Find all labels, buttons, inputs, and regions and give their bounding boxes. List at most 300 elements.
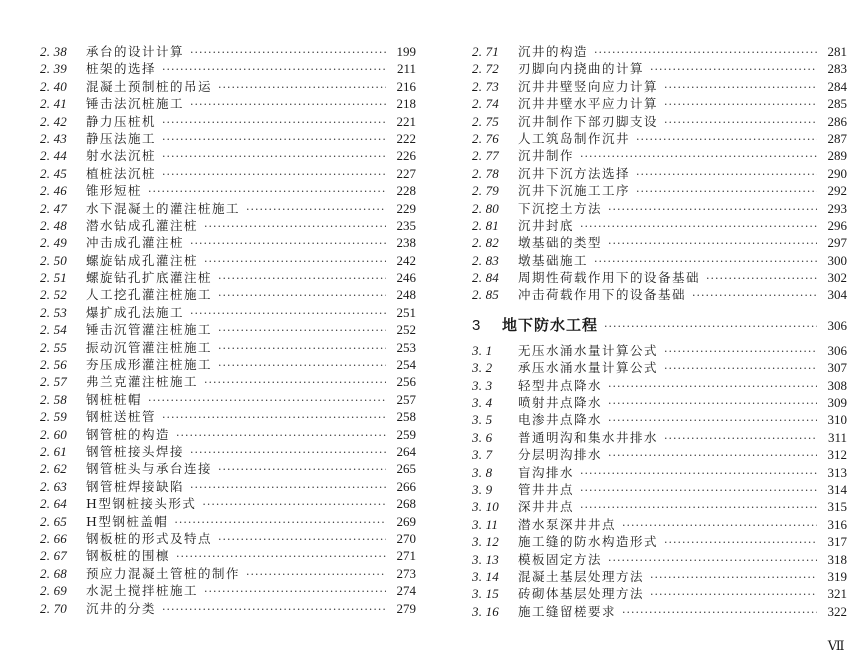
leader-dots [664,430,817,447]
entry-page: 292 [827,183,847,199]
toc-entry[interactable] [40,95,416,112]
entry-number: 2. 69 [40,583,67,599]
toc-entry[interactable] [472,516,847,533]
leader-dots [650,61,817,78]
entry-number: 3. 8 [472,464,493,480]
entry-title: 分层明沟排水 [518,447,603,463]
toc-entry[interactable] [472,464,847,481]
entry-number: 2. 55 [40,339,67,355]
entry-page: 211 [396,61,416,77]
entry-title: 锥形短桩 [86,183,143,199]
entry-number: 2. 41 [40,96,67,112]
leader-dots [664,534,817,551]
entry-page: 273 [396,565,416,581]
leader-dots [174,514,386,531]
leader-dots [636,131,817,148]
leader-dots [218,270,386,287]
toc-entry[interactable] [40,147,416,164]
entry-number: 2. 48 [40,217,67,233]
entry-page: 281 [827,44,847,59]
entry-title: 施工缝的防水构造形式 [518,534,659,550]
entry-number: 3. 15 [472,586,499,602]
entry-page: 285 [827,96,847,112]
leader-dots [148,183,386,200]
entry-number: 3. 10 [472,499,499,515]
entry-page: 270 [396,530,416,546]
toc-entry[interactable] [40,408,416,425]
entry-title: 静压法施工 [86,130,157,146]
entry-number: 2. 66 [40,530,67,546]
leader-dots [218,340,386,357]
page-number: Ⅶ [827,638,845,653]
entry-title: 施工缝留槎要求 [518,603,617,619]
entry-page: 313 [827,464,847,480]
toc-entry[interactable] [40,60,416,77]
entry-page: 228 [396,183,416,199]
toc-entry[interactable] [40,43,416,60]
entry-number: 3. 6 [472,429,493,445]
toc-entry[interactable] [472,446,847,463]
toc-entry[interactable] [40,269,416,286]
entry-number: 2. 49 [40,235,67,251]
entry-number: 2. 59 [40,409,67,425]
entry-page: 268 [396,496,416,512]
toc-entry[interactable] [472,429,847,446]
toc-right-column [472,43,847,620]
leader-dots [580,482,817,499]
toc-entry[interactable] [472,130,847,147]
toc-right-section-2 [472,43,847,304]
toc-entry[interactable] [40,478,416,495]
entry-number: 3. 1 [472,342,493,358]
entry-number: 2. 71 [472,44,499,59]
entry-title: 夯压成形灌注桩施工 [86,357,213,373]
leader-dots [190,235,386,252]
entry-number: 2. 61 [40,443,67,459]
toc-entry[interactable] [472,411,847,428]
entry-number: 2. 78 [472,165,499,181]
leader-dots [650,569,817,586]
entry-title: 钢板桩的形式及特点 [86,530,213,546]
toc-entry[interactable] [472,286,847,303]
entry-title: 弗兰克灌注桩施工 [86,374,199,390]
toc-entry[interactable] [472,78,847,95]
entry-title: 预应力混凝土管桩的制作 [86,565,241,581]
entry-page: 227 [396,165,416,181]
toc-entry[interactable] [472,95,847,112]
entry-page: 252 [396,322,416,338]
entry-number: 2. 52 [40,287,67,303]
entry-number: 3. 11 [472,516,499,532]
leader-dots [204,253,386,270]
leader-dots [190,444,386,461]
leader-dots [580,499,817,516]
leader-dots [664,343,817,360]
entry-number: 2. 81 [472,217,499,233]
leader-dots [664,79,817,96]
entry-number: 2. 63 [40,478,67,494]
toc-entry[interactable] [472,585,847,602]
leader-dots [162,148,386,165]
leader-dots [608,412,817,429]
chapter-title: 地下防水工程 [502,315,599,334]
entry-page: 264 [396,443,416,459]
toc-entry[interactable] [472,113,847,130]
entry-page: 284 [827,78,847,94]
leader-dots [608,378,817,395]
entry-number: 2. 83 [472,252,499,268]
entry-page: 259 [396,426,416,442]
leader-dots [218,79,386,96]
entry-page: 290 [827,165,847,181]
leader-dots [202,496,386,513]
leader-dots [608,552,817,569]
entry-number: 2. 46 [40,183,67,199]
toc-entry[interactable] [40,547,416,564]
entry-number: 2. 58 [40,391,67,407]
leader-dots [692,287,817,304]
entry-page: 248 [396,287,416,303]
entry-page: 251 [396,304,416,320]
entry-page: 307 [827,360,847,376]
leader-dots [580,465,817,482]
leader-dots [218,461,386,478]
leader-dots [580,148,817,165]
entry-page: 242 [396,252,416,268]
entry-page: 199 [396,44,416,59]
entry-number: 2. 65 [40,513,67,529]
entry-title: 沉井的分类 [86,600,157,616]
entry-title: 钢管桩焊接缺陷 [86,478,185,494]
entry-number: 2. 45 [40,165,67,181]
entry-page: 253 [396,339,416,355]
leader-dots [218,531,386,548]
leader-dots [246,201,386,218]
leader-dots [218,287,386,304]
entry-number: 2. 38 [40,44,67,59]
leader-dots [706,270,817,287]
entry-title: 刃脚向内挠曲的计算 [518,61,645,77]
toc-left-column [40,43,416,617]
entry-title: 承台的设计计算 [86,44,185,59]
entry-page: 308 [827,377,847,393]
entry-title: 盲沟排水 [518,464,575,480]
entry-page: 306 [827,342,847,358]
entry-number: 2. 80 [472,200,499,216]
toc-entry[interactable] [40,200,416,217]
toc-entry[interactable] [472,394,847,411]
entry-title: 沉井的构造 [518,44,589,59]
entry-page: 322 [827,603,847,619]
leader-dots [664,96,817,113]
entry-number: 2. 79 [472,183,499,199]
toc-entry[interactable] [40,234,416,251]
leader-dots [608,201,817,218]
entry-title: 砖砌体基层处理方法 [518,586,645,602]
entry-number: 3. 5 [472,412,493,428]
chapter-page: 306 [827,317,847,333]
entry-page: 293 [827,200,847,216]
leader-dots [176,548,386,565]
entry-title: 钢桩送桩管 [86,409,157,425]
entry-title: 喷射井点降水 [518,395,603,411]
toc-entry[interactable] [472,43,847,60]
entry-title: 下沉挖土方法 [518,200,603,216]
toc-entry[interactable] [472,377,847,394]
leader-dots [218,357,386,374]
entry-number: 2. 62 [40,461,67,477]
entry-title: 振动沉管灌注桩施工 [86,339,213,355]
entry-title: 电渗井点降水 [518,412,603,428]
leader-dots [622,604,817,621]
entry-number: 2. 64 [40,496,67,512]
leader-dots [608,395,817,412]
entry-number: 3. 12 [472,534,499,550]
toc-entry[interactable] [40,130,416,147]
entry-title: 沉井井壁水平应力计算 [518,96,659,112]
toc-entry[interactable] [472,165,847,182]
entry-page: 309 [827,395,847,411]
entry-page: 221 [396,113,416,129]
entry-number: 2. 56 [40,357,67,373]
toc-entry[interactable] [40,495,416,512]
entry-page: 258 [396,409,416,425]
toc-entry[interactable] [40,286,416,303]
leader-dots [636,183,817,200]
entry-number: 2. 43 [40,130,67,146]
toc-entry[interactable] [40,565,416,582]
toc-right-section-3 [472,342,847,620]
toc-entry[interactable] [40,443,416,460]
leader-dots [204,218,386,235]
entry-number: 2. 40 [40,78,67,94]
toc-entry[interactable] [40,530,416,547]
entry-page: 222 [396,130,416,146]
entry-number: 2. 57 [40,374,67,390]
entry-title: 承压水涌水量计算公式 [518,360,659,376]
leader-dots [608,235,817,252]
toc-entry[interactable] [40,304,416,321]
entry-page: 317 [827,534,847,550]
entry-number: 2. 82 [472,235,499,251]
toc-entry[interactable] [40,252,416,269]
leader-dots [162,409,386,426]
entry-page: 229 [396,200,416,216]
entry-title: 普通明沟和集水井排水 [518,429,659,445]
entry-page: 274 [396,583,416,599]
toc-entry[interactable] [40,113,416,130]
entry-page: 289 [827,148,847,164]
entry-title: 锤击法沉桩施工 [86,96,185,112]
entry-page: 300 [827,252,847,268]
entry-title: 钢板桩的围檩 [86,548,171,564]
entry-title: 混凝土基层处理方法 [518,568,645,584]
entry-page: 279 [396,600,416,616]
toc-entry[interactable] [472,359,847,376]
toc-entry[interactable] [472,60,847,77]
entry-title: 潜水泵深井井点 [518,516,617,532]
toc-entry[interactable] [472,252,847,269]
entry-number: 3. 3 [472,377,493,393]
toc-entry[interactable] [472,498,847,515]
entry-page: 318 [827,551,847,567]
toc-entry[interactable] [40,391,416,408]
entry-page: 321 [827,586,847,602]
entry-page: 246 [396,270,416,286]
toc-entry[interactable] [472,342,847,359]
toc-entry[interactable] [40,321,416,338]
entry-page: 310 [827,412,847,428]
entry-title: 沉井下沉施工工序 [518,183,631,199]
leader-dots [190,96,386,113]
entry-number: 2. 50 [40,252,67,268]
leader-dots [162,601,386,618]
entry-number: 3. 9 [472,481,493,497]
entry-number: 2. 44 [40,148,67,164]
entry-title: 钢管桩接头焊接 [86,443,185,459]
entry-page: 266 [396,478,416,494]
entry-title: 桩架的选择 [86,61,157,77]
entry-page: 216 [396,78,416,94]
entry-number: 2. 67 [40,548,67,564]
chapter-number: 3 [472,316,481,334]
toc-entry[interactable] [472,217,847,234]
entry-title: 水下混凝土的灌注桩施工 [86,200,241,216]
entry-page: 312 [827,447,847,463]
leader-dots [176,427,386,444]
entry-title: 沉井制作 [518,148,575,164]
entry-page: 311 [827,429,847,445]
entry-page: 265 [396,461,416,477]
toc-entry[interactable] [40,582,416,599]
entry-number: 3. 7 [472,447,493,463]
entry-page: 302 [827,270,847,286]
entry-page: 315 [827,499,847,515]
entry-number: 2. 60 [40,426,67,442]
entry-page: 254 [396,357,416,373]
toc-entry[interactable] [40,373,416,390]
entry-title: 潜水钻成孔灌注桩 [86,217,199,233]
entry-page: 218 [396,96,416,112]
toc-entry[interactable] [472,551,847,568]
entry-title: 植桩法沉桩 [86,165,157,181]
entry-page: 297 [827,235,847,251]
leader-dots [190,479,386,496]
toc-entry[interactable] [40,78,416,95]
toc-entry[interactable] [472,533,847,550]
entry-title: 静力压桩机 [86,113,157,129]
leader-dots [148,392,386,409]
entry-title: H型钢桩盖帽 [86,513,169,529]
entry-page: 271 [396,548,416,564]
entry-number: 2. 73 [472,78,499,94]
entry-number: 2. 77 [472,148,499,164]
entry-number: 3. 2 [472,360,493,376]
entry-page: 319 [827,568,847,584]
toc-entry[interactable] [40,600,416,617]
entry-title: 沉井制作下部刃脚支设 [518,113,659,129]
entry-number: 2. 76 [472,130,499,146]
toc-entry[interactable] [40,426,416,443]
toc-entry[interactable] [472,147,847,164]
entry-title: 管井井点 [518,481,575,497]
entry-title: 人工挖孔灌注桩施工 [86,287,213,303]
leader-dots [204,374,386,391]
entry-number: 2. 85 [472,287,499,303]
entry-title: 冲击荷载作用下的设备基础 [518,287,687,303]
leader-dots [162,61,386,78]
toc-entry[interactable] [40,356,416,373]
entry-number: 2. 70 [40,600,67,616]
entry-number: 2. 39 [40,61,67,77]
entry-page: 256 [396,374,416,390]
chapter-heading[interactable] [472,314,847,336]
entry-title: 墩基础的类型 [518,235,603,251]
entry-number: 3. 4 [472,395,493,411]
entry-title: 沉井下沉方法选择 [518,165,631,181]
entry-page: 314 [827,481,847,497]
entry-title: 冲击成孔灌注桩 [86,235,185,251]
entry-number: 3. 16 [472,603,499,619]
entry-page: 304 [827,287,847,303]
toc-entry[interactable] [40,165,416,182]
toc-entry[interactable] [40,339,416,356]
entry-title: 锤击沉管灌注桩施工 [86,322,213,338]
entry-page: 316 [827,516,847,532]
entry-number: 2. 84 [472,270,499,286]
toc-entry[interactable] [472,234,847,251]
toc-entry[interactable] [472,603,847,620]
toc-entry[interactable] [472,269,847,286]
toc-entry[interactable] [40,460,416,477]
leader-dots [162,166,386,183]
entry-number: 2. 42 [40,113,67,129]
entry-number: 3. 13 [472,551,499,567]
entry-title: 沉井封底 [518,217,575,233]
entry-title: 钢桩桩帽 [86,391,143,407]
entry-title: 无压水涌水量计算公式 [518,342,659,358]
entry-title: 钢管桩的构造 [86,426,171,442]
entry-number: 2. 54 [40,322,67,338]
entry-title: 墩基础施工 [518,252,589,268]
entry-number: 2. 74 [472,96,499,112]
entry-title: 人工筑岛制作沉井 [518,130,631,146]
leader-dots [162,114,386,131]
entry-title: 爆扩成孔法施工 [86,304,185,320]
toc-entry[interactable] [472,182,847,199]
toc-entry[interactable] [40,182,416,199]
leader-dots [650,586,817,603]
leader-dots [204,583,386,600]
entry-title: 深井井点 [518,499,575,515]
entry-number: 2. 51 [40,270,67,286]
toc-entry[interactable] [472,200,847,217]
entry-number: 2. 68 [40,565,67,581]
entry-number: 3. 14 [472,568,499,584]
entry-page: 238 [396,235,416,251]
leader-dots [218,322,386,339]
toc-entry[interactable] [472,568,847,585]
entry-page: 257 [396,391,416,407]
toc-entry[interactable] [40,217,416,234]
entry-page: 283 [827,61,847,77]
leader-dots [608,447,817,464]
toc-entry[interactable] [40,513,416,530]
toc-entry[interactable] [472,481,847,498]
leader-dots [190,44,386,61]
entry-title: 模板固定方法 [518,551,603,567]
leader-dots [636,166,817,183]
